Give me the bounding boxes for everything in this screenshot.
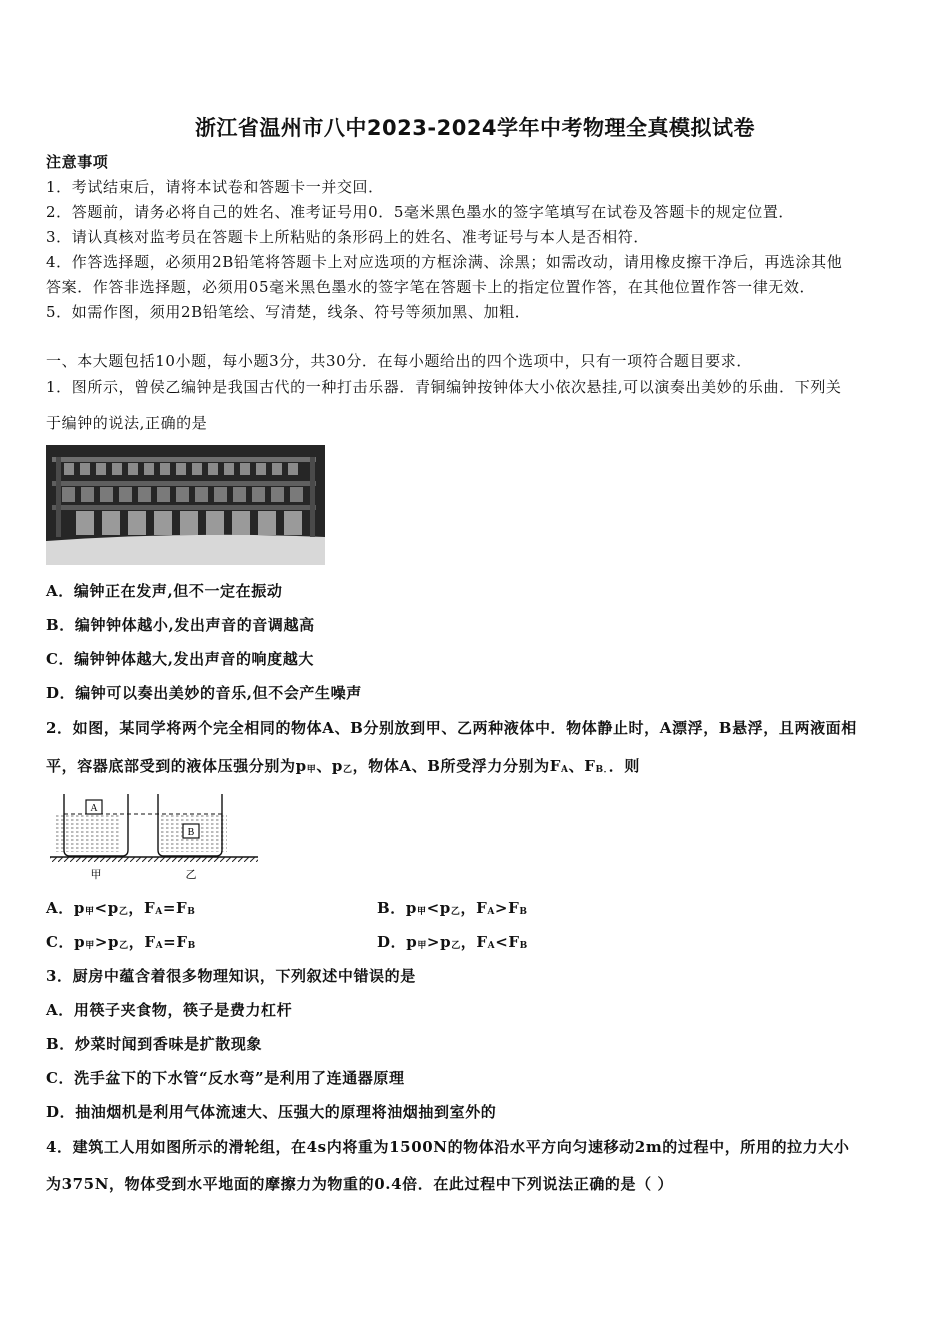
q3-stem: 3．厨房中蕴含着很多物理知识，下列叙述中错误的是 [46,967,416,985]
q1-stem-line2: 于编钟的说法,正确的是 [46,414,208,432]
q2-option-d: D．p甲>p乙，FA<FB [377,933,528,951]
object-a-label: A [90,803,98,814]
q2-option-b: B．p甲<p乙，FA>FB [377,899,528,917]
notice-item: 1．考试结束后，请将本试卷和答题卡一并交回． [46,178,384,196]
q4-stem-line1: 4．建筑工人用如图所示的滑轮组，在4s内将重为1500N的物体沿水平方向匀速移动2m的过程中，所用的拉力大小 [46,1138,850,1156]
subscript: B． [595,765,609,775]
q1-option-d: D．编钟可以奏出美妙的音乐,但不会产生噪声 [46,684,362,702]
q2-stem-text: ，物体A、B所受浮力分别为F [352,757,561,775]
section-heading: 一、本大题包括10小题，每小题3分，共30分．在每小题给出的四个选项中，只有一项符合题目要求． [46,352,752,370]
q3-option-d: D．抽油烟机是利用气体流速大、压强大的原理将油烟抽到室外的 [46,1103,497,1121]
q2-stem-text: 、F [568,757,596,775]
q2-stem-text: 、p [316,757,344,775]
subscript: 甲 [306,765,317,775]
notice-item: 2．答题前，请务必将自己的姓名、准考证号用0．5毫米黑色墨水的签字笔填写在试卷及答题卡的规定位置． [46,203,795,221]
beaker-jia-label: 甲 [90,868,102,881]
notice-heading: 注意事项 [46,153,109,171]
bianzhong-bells-photo [46,445,325,565]
q2-stem-text: 平，容器底部受到的液体压强分别为p [46,757,307,775]
page-title: 浙江省温州市八中2023-2024学年中考物理全真模拟试卷 [194,116,756,140]
q3-option-a: A．用筷子夹食物，筷子是费力杠杆 [46,1001,293,1019]
notice-item: 5．如需作图，须用2B铅笔绘、写清楚，线条、符号等须加黑、加粗． [46,303,531,321]
q2-stem-line1: 2．如图，某同学将两个完全相同的物体A、B分别放到甲、乙两种液体中．物体静止时，A漂浮，B悬浮，且两液面相 [46,719,857,737]
q2-option-c: C．p甲>p乙，FA=FB [46,933,196,951]
q3-option-b: B．炒菜时闻到香味是扩散现象 [46,1035,263,1053]
beaker-yi-label: 乙 [185,868,197,881]
q2-stem-text: ．则 [608,757,640,775]
q2-stem-line2 [46,756,640,780]
q4-stem-line2: 为375N，物体受到水平地面的摩擦力为物重的0.4倍．在此过程中下列说法正确的是（ ） [46,1175,674,1193]
q3-option-c: C．洗手盆下的下水管“反水弯”是利用了连通器原理 [46,1069,405,1087]
two-beakers-diagram [46,790,261,882]
subscript: A [561,765,569,775]
notice-item: 4．作答选择题，必须用2B铅笔将答题卡上对应选项的方框涂满、涂黑；如需改动，请用橡皮擦干净后，再选涂其他 [46,253,843,271]
subscript: 乙 [343,765,353,775]
q1-option-c: C．编钟钟体越大,发出声音的响度越大 [46,650,314,668]
notice-item: 答案．作答非选择题，必须用05毫米黑色墨水的签字笔在答题卡上的指定位置作答，在其他位置作答一律无效． [46,278,816,296]
object-b-label: B [187,827,195,838]
q2-option-a: A．p甲<p乙，FA=FB [46,899,196,917]
notice-item: 3．请认真核对监考员在答题卡上所粘贴的条形码上的姓名、准考证号与本人是否相符． [46,228,649,246]
q1-option-b: B．编钟钟体越小,发出声音的音调越高 [46,616,315,634]
q1-option-a: A．编钟正在发声,但不一定在振动 [46,582,283,600]
q1-stem-line1: 1．图所示，曾侯乙编钟是我国古代的一种打击乐器．青铜编钟按钟体大小依次悬挂,可以演奏出美妙的乐曲．下列关 [46,378,842,396]
